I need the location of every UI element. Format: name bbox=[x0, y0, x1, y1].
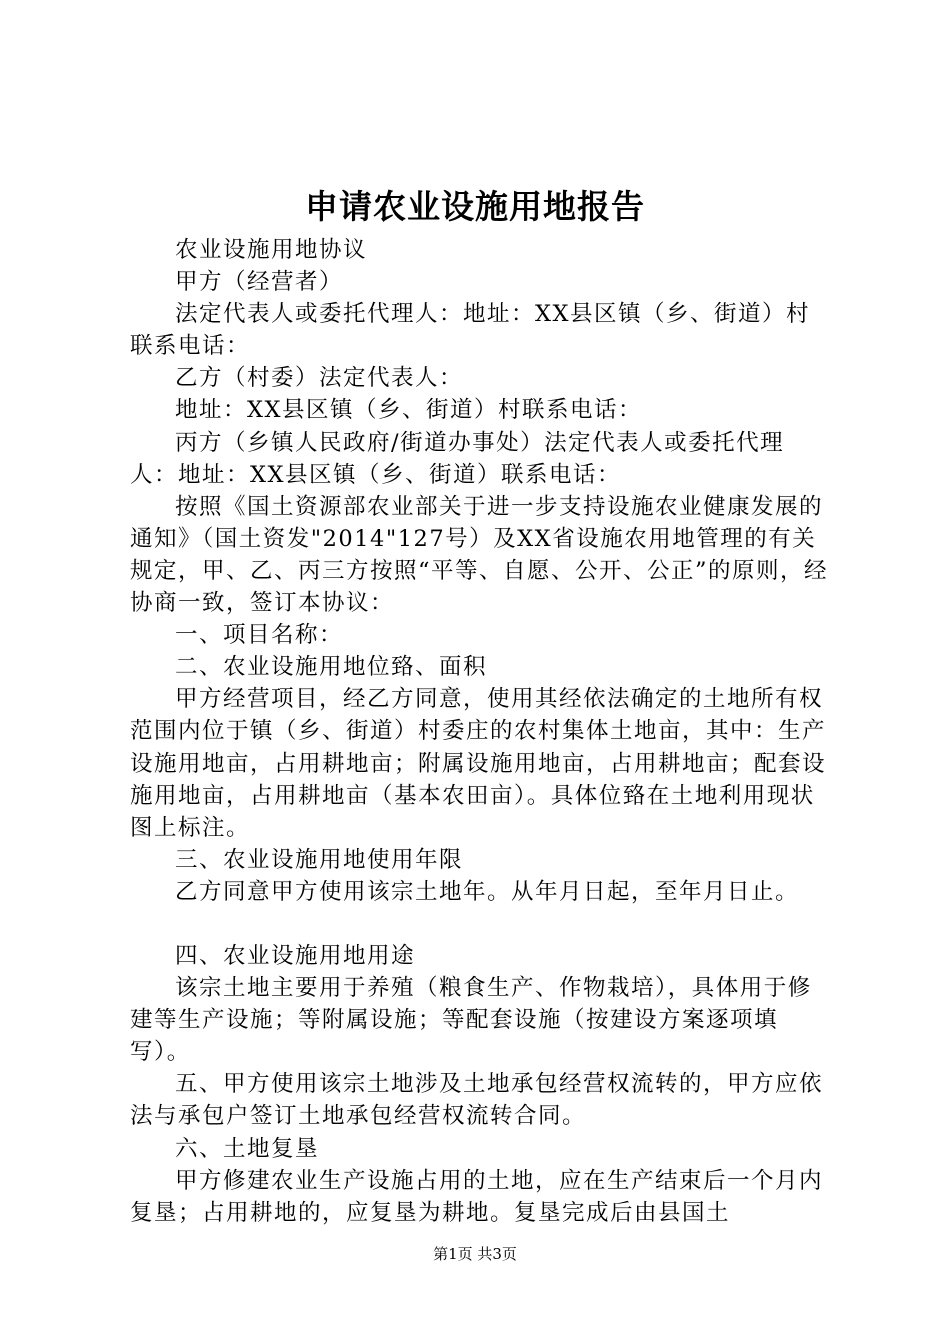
paragraph-section-6: 甲方修建农业生产设施占用的土地，应在生产结束后一个月内复垦；占用耕地的，应复垦为耕地。复垦完成后由县国土 bbox=[130, 1167, 824, 1226]
section-heading-1: 一、项目名称： bbox=[175, 622, 344, 649]
paragraph-section-5: 五、甲方使用该宗土地涉及土地承包经营权流转的，甲方应依法与承包户签订土地承包经营权流转合同。 bbox=[130, 1071, 824, 1130]
paragraph-section-3: 乙方同意甲方使用该宗土地年。从年月日起，至年月日止。 bbox=[175, 878, 800, 905]
document-body bbox=[130, 234, 830, 1229]
paragraph-agreement-title: 农业设施用地协议 bbox=[175, 237, 368, 263]
paragraph-preamble: 按照《国土资源部农业部关于进一步支持设施农业健康发展的通知》（国土资发"2014"127号）及XX省设施农用地管理的有关规定，甲、乙、丙三方按照“平等、自愿、公开、公正”的原则，经协商一致，签订本协议： bbox=[130, 493, 829, 617]
document-title: 申请农业设施用地报告 bbox=[305, 187, 645, 226]
paragraph-party-c: 丙方（乡镇人民政府/街道办事处）法定代表人或委托代理人：地址：XX县区镇（乡、街道）联系电话： bbox=[130, 429, 785, 488]
page-number-footer: 第1页 共3页 bbox=[433, 1245, 517, 1263]
paragraph-party-b: 乙方（村委）法定代表人： bbox=[175, 365, 464, 392]
section-heading-3: 三、农业设施用地使用年限 bbox=[175, 846, 464, 873]
paragraph-section-4: 该宗土地主要用于养殖（粮食生产、作物栽培），具体用于修建等生产设施；等附属设施；等配套设施（按建设方案逐项填写）。 bbox=[130, 975, 812, 1066]
paragraph-party-a-representative: 法定代表人或委托代理人：地址：XX县区镇（乡、街道）村联系电话： bbox=[130, 301, 811, 360]
section-heading-4: 四、农业设施用地用途 bbox=[175, 942, 416, 969]
section-heading-2: 二、农业设施用地位臵、面积 bbox=[175, 654, 488, 681]
paragraph-party-a: 甲方（经营者） bbox=[175, 269, 344, 296]
paragraph-party-b-address: 地址：XX县区镇（乡、街道）村联系电话： bbox=[175, 397, 643, 424]
section-heading-6: 六、土地复垦 bbox=[175, 1135, 320, 1162]
paragraph-section-2: 甲方经营项目，经乙方同意，使用其经依法确定的土地所有权范围内位于镇（乡、街道）村委庄的农村集体土地亩，其中：生产设施用地亩，占用耕地亩；附属设施用地亩，占用耕地亩；配套设施用地亩，占用耕地亩（基本农田亩）。具体位臵在土地利用现状图上标注。 bbox=[130, 686, 827, 841]
